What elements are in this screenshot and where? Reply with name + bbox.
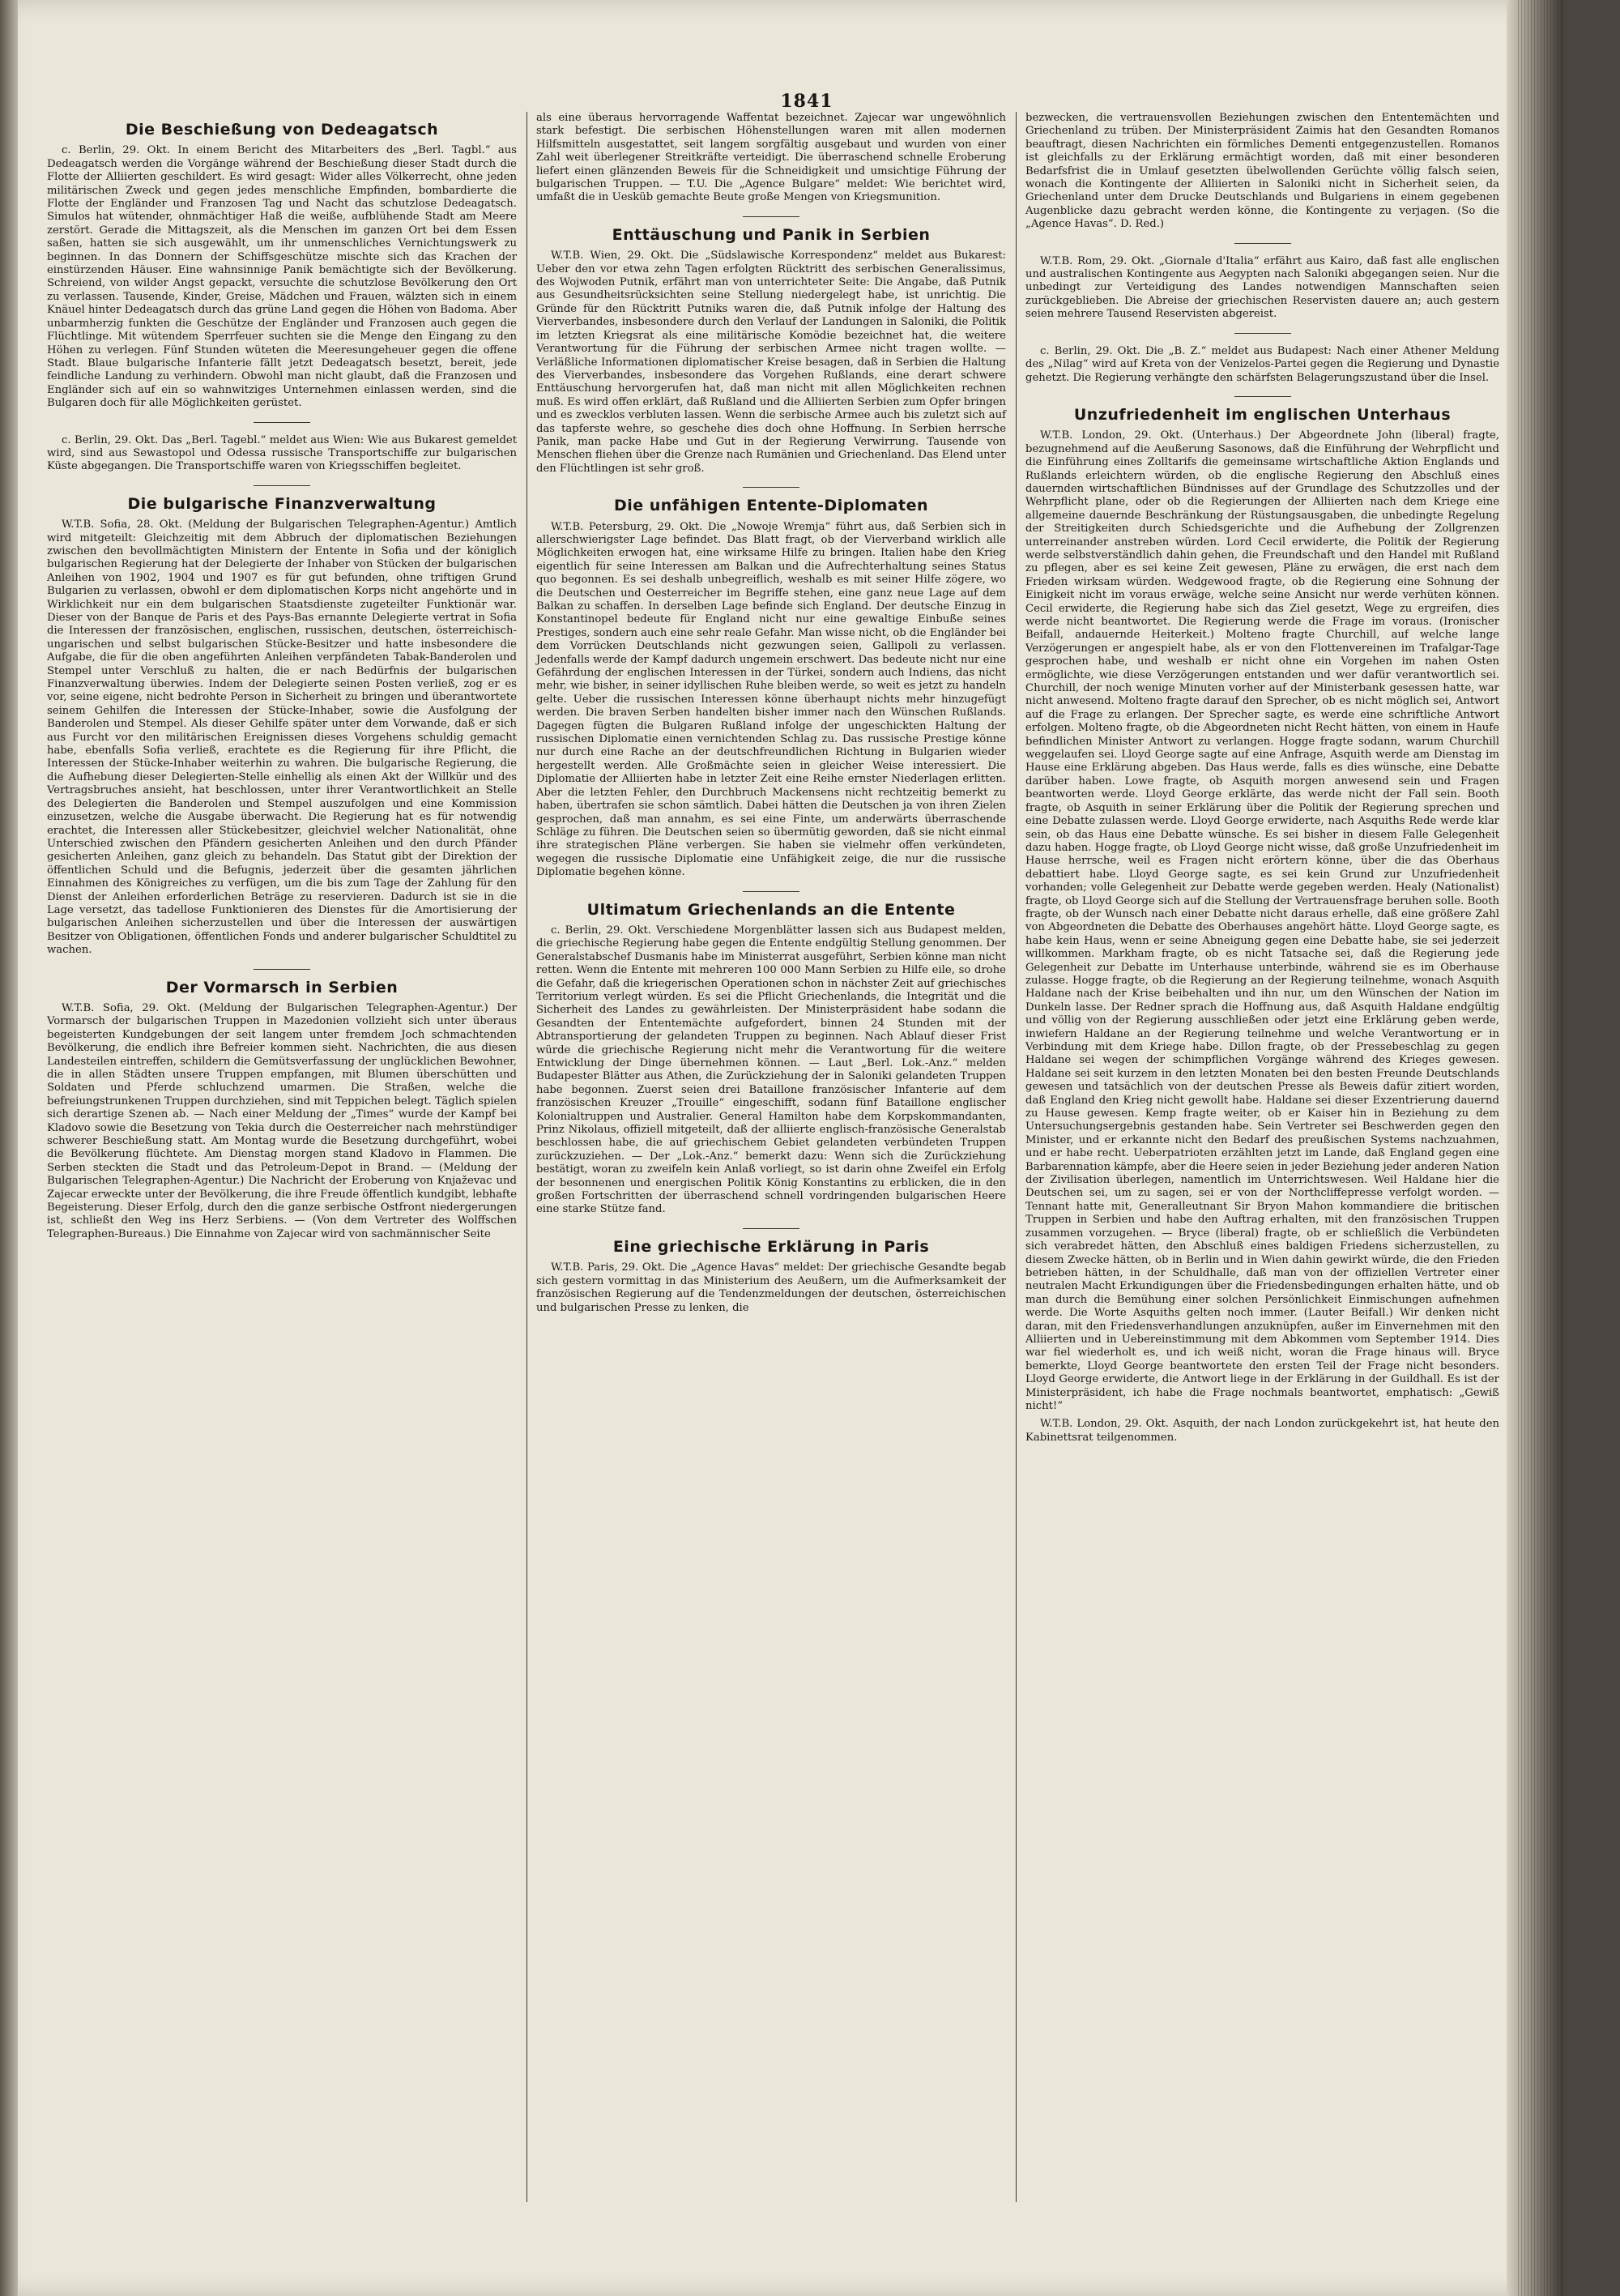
article-title-dedeagatsch: Die Beschießung von Dedeagatsch	[125, 121, 439, 139]
facing-page-edge	[0, 0, 18, 2296]
article-paragraph: c. Berlin, 29. Okt. Verschiedene Morgenblätter lassen sich aus Budapest melden, die griechische Regierung habe gegen die Entente endgültig Stellung genommen. Der Generalstabschef Dusmanis habe im Ministerrat ausgeführt, Serbien könne man nicht retten. Wenn die Entente mit mehreren 100 000 Mann Serbien zu Hilfe eile, so drohe die Gefahr, daß die kriegerischen Operationen schon in nächster Zeit auf griechisches Territorium verlegt würden. Es sei die Pflicht Griechenlands, die Integrität und die Sicherheit des Landes zu gewährleisten. Der Ministerpräsident habe sodann die Gesandten der Ententemächte aufgefordert, binnen 24 Stunden mit der Abtransportierung der gelandeten Truppen zu beginnen. Nach Ablauf dieser Frist würde die griechische Regierung nicht mehr die Verantwortung für die weitere Entwicklung der Dinge übernehmen können. — Laut „Berl. Lok.-Anz.“ melden Budapester Blätter aus Athen, die Zurückziehung der in Saloniki gelandeten Truppen habe begonnen. Zuerst seien drei Bataillone französischer Infanterie auf dem französischen Kreuzer „Trouille“ eingeschifft, sodann fünf Bataillone englischer Kolonialtruppen und Australier. General Hamilton habe dem Korpskommandanten, Prinz Nikolaus, offiziell mitgeteilt, daß der alliierte englisch-französische Generalstab beschlossen habe, die auf griechischem Gebiet gelandeten verbündeten Truppen zurückzuziehen. — Der „Lok.-Anz.“ bemerkt dazu: Wenn sich die Zurückziehung bestätigt, woran zu zweifeln kein Anlaß vorliegt, so ist darin ohne Zweifel ein Erfolg der besonnenen und energischen Politik König Konstantins zu erblicken, die in den großen Fortschritten der überraschend schnell vordringenden bulgarischen Heere eine starke Stütze fand.	[536, 924, 1006, 1216]
article-paragraph: W.T.B. Sofia, 29. Okt. (Meldung der Bulgarischen Telegraphen-Agentur.) Der Vormarsch der bulgarischen Truppen in Mazedonien vollzieht sich unter überaus begeisterten Kundgebungen der seit langem unter fremdem Joch schmachtenden Bevölkerung, die endlich ihre Befreier kommen sieht. Nachrichten, die aus diesen Landesteilen eintreffen, schildern die Gemütsverfassung der unglücklichen Bewohner, die in allen Städten unsere Truppen empfangen, mit Blumen überschütten und Soldaten und Pferde schluchzend umarmen. Die Straßen, welche die befreiungstrunkenen Truppen durchziehen, sind mit Teppichen belegt. Täglich spielen sich derartige Szenen ab. — Nach einer Meldung der „Times“ wurde der Kampf bei Kladovo sowie die Besetzung von Tekia durch die Oesterreicher nach mehrstündiger schwerer Beschießung statt. Am Montag wurde die Besetzung durchgeführt, wobei die Bevölkerung flüchtete. Am Dienstag morgen stand Kladovo in Flammen. Die Serben steckten die Stadt und das Petroleum-Depot in Brand. — (Meldung der Bulgarischen Telegraphen-Agentur.) Die Nachricht der Eroberung von Knjaževac und Zajecar erweckte unter der Bevölkerung, die ihre Freude öffentlich kundgibt, lebhafte Begeisterung. Dieser Erfolg, durch den die ganze serbische Ostfront niedergerungen ist, schließt den Weg ins Herz Serbiens. — (Von dem Vertreter des Wolffschen Telegraphen-Bureaus.) Die Einnahme von Zajecar wird von sachmännischer Seite	[47, 1001, 517, 1240]
article-paragraph-continued: bezwecken, die vertrauensvollen Beziehungen zwischen den Ententemächten und Griechenland zu trüben. Der Ministerpräsident Zaimis hat den Gesandten Romanos beauftragt, diesen Nachrichten ein förmliches Dementi entgegenzustellen. Romanos ist gleichfalls zu der Erklärung ermächtigt worden, daß mit einer besonderen Bedarfsfrist die in Umlauf gesetzten übelwollenden Gerüchte völlig falsch seien, wonach die Kontingente der Alliierten in Saloniki nicht in Sicherheit seien, da Griechenland unter dem Drucke Deutschlands und Bulgariens in einem gegebenen Augenblicke dazu gebracht werden könne, die Kontingente zu verjagen. (So die „Agence Havas“. D. Red.)	[1025, 112, 1499, 231]
article-paragraph: W.T.B. London, 29. Okt. Asquith, der nach London zurückgekehrt ist, hat heute den Kabinettsrat teilgenommen.	[1025, 1418, 1499, 1444]
article-paragraph: W.T.B. Paris, 29. Okt. Die „Agence Havas“ meldet: Der griechische Gesandte begab sich gestern vormittag in das Ministerium des Aeußern, um die Aufmerksamkeit der französischen Regierung auf die Tendenzmeldungen der deutschen, österreichischen und bulgarischen Presse zu lenken, die	[536, 1261, 1006, 1314]
article-paragraph: c. Berlin, 29. Okt. In einem Bericht des Mitarbeiters des „Berl. Tagbl.“ aus Dedeagatsch werden die Vorgänge während der Beschießung dieser Stadt durch die Flotte der Alliierten geschildert. Es wird gesagt: Wider alles Völkerrecht, ohne jeden militärischen Zweck und gegen jedes menschliche Empfinden, bombardierte die Flotte der Engländer und Franzosen Tag und Nacht das schutzlose Dedeagatsch. Simulos hat wütender, ohnmächtiger Haß die weiße, aufblühende Stadt am Meere zerstört. Gerade die Mittagszeit, als die Menschen im ganzen Ort bei dem Essen saßen, hatten sie sich ausgewählt, um ihr unmenschliches Vernichtungswerk zu beginnen. In das Donnern der Schiffsgeschütze mischte sich das Krachen der einstürzenden Häuser. Eine wahnsinnige Panik bemächtigte sich der Bevölkerung. Schreiend, von wilder Angst gepackt, versuchte die schutzlose Bevölkerung den Ort zu verlassen. Tausende, Kinder, Greise, Mädchen und Frauen, wälzten sich in einem Knäuel hinter Dedeagatsch durch das grüne Land gegen die Höhen von Badoma. Aber unbarmherzig funkten die Geschütze der Engländer und Franzosen auch gegen die Flüchtlinge. Mit wütendem Sperrfeuer suchten sie die Menge den Eingang zu den Höhen zu verlegen. Fünf Stunden wüteten die Meeresungeheuer gegen die offene Stadt. Blaue bulgarische Infanterie fällt jetzt Dedeagatsch besetzt, bereit, jede feindliche Landung zu verhindern. Obwohl man nicht glaubt, daß die Franzosen und Engländer sich auf ein so wahnwitziges Unternehmen einlassen werden, sind die Bulgaren doch für alle Möglichkeiten gerüstet.	[47, 144, 517, 410]
article-title-vormarsch: Der Vormarsch in Serbien	[165, 978, 399, 996]
separator	[254, 969, 310, 970]
separator	[1234, 333, 1291, 334]
article-title-diplomaten: Die unfähigen Entente-Diplomaten	[613, 497, 928, 515]
column-rule-1	[526, 112, 527, 2202]
article-paragraph: W.T.B. Wien, 29. Okt. Die „Südslawische Korrespondenz“ meldet aus Bukarest: Ueber den vor etwa zehn Tagen erfolgten Rücktritt des serbischen Generalissimus, des Wojwoden Putnik, erfährt man von unterrichteter Seite: Die Angabe, daß Putnik aus Gesundheitsrücksichten seine Stellung niedergelegt habe, ist unrichtig. Die Gründe für den Rücktritt Putniks waren die, daß Putnik infolge der Haltung des Vierverbandes, insbesondere durch den Verlauf der Landungen in Saloniki, die Politik im letzten Kriegsrat als eine militärische Komödie bezeichnet hat, die weitere Verantwortung für die Führung der serbischen Armee nicht tragen wollte. — Verläßliche Informationen diplomatischer Kreise besagen, daß in Serbien die Haltung des Vierverbandes, insbesondere das Vorgehen Rußlands, eine derart schwere Enttäuschung hervorgerufen hat, daß man nicht mit allen Möglichkeiten rechnen muß. Es wird offen erklärt, daß Rußland und die Alliierten Serbien zum Opfer bringen und es zwecklos verbluten lassen. Wenn die serbische Armee auch bis zuletzt sich auf das tapferste wehre, so geschehe dies doch ohne Hoffnung. In Serbien herrsche Panik, man packe Habe und Gut in der Regierung Verwirrung. Tausende von Menschen fliehen über die Grenze nach Rumänien und Griechenland. Das Elend unter den Flüchtlingen ist sehr groß.	[536, 250, 1006, 475]
article-paragraph: c. Berlin, 29. Okt. Das „Berl. Tagebl.“ meldet aus Wien: Wie aus Bukarest gemeldet wird, sind aus Sewastopol und Odessa russische Transportschiffe zur bulgarischen Küste abgegangen. Die Transportschiffe waren von Kriegsschiffen begleitet.	[47, 433, 517, 473]
article-paragraph: W.T.B. London, 29. Okt. (Unterhaus.) Der Abgeordnete John (liberal) fragte, bezugnehmend auf die Aeußerung Sasonows, daß die Einführung der Wehrpflicht und die Einführung eines Zolltarifs die gemeinsame wirtschaftliche Aktion Englands und Rußlands erleichtern würden, ob die englische Regierung den Abschluß eines dauernden wirtschaftlichen Bündnisses auf der Grundlage des Schutzzolles und der Wehrpflicht plane, oder ob die Regierungen der Alliierten nach dem Kriege eine allgemeine dauernde Beschränkung der Rüstungsausgaben, die unbedingte Regelung der Streitigkeiten durch Schiedsgerichte und die Aufhebung der Zollgrenzen unterreinander anstreben würden. Lord Cecil erwiderte, die Politik der Regierung werde selbstverständlich dahin gehen, die Freundschaft und den Handel mit Rußland zu pflegen, aber es sei keine Zeit gewesen, Pläne zu erwägen, die erst nach dem Frieden wirksam würden. Wedgewood fragte, ob die Regierung eine Sohnung der Einigkeit nicht im voraus erwäge, welche seine Ansicht nur werde verhüten können. Cecil erwiderte, die Regierung habe sich das Ziel gesetzt, Wege zu ergreifen, dies werde nicht beantwortet. Die Regierung werde die Frage im voraus. (Ironischer Beifall, andauernde Heiterkeit.) Molteno fragte Churchill, auf welche lange Verzögerungen er angespielt habe, als er von den Flottenvereinen im Trafalgar-Tage gesprochen habe, und weshalb er nicht ohne ein Vorgehen im nahen Osten ermöglichte, wie diese Verzögerungen entstanden und wer dafür verantwortlich sei. Churchill, der noch wenige Minuten vorher auf der Ministerbank gesessen hatte, war nicht anwesend. Molteno fragte darauf den Sprecher, ob es nicht möglich sei, Antwort auf die Frage zu erlangen. Der Sprecher sagte, es werde eine schriftliche Antwort erfolgen. Molteno fragte, ob die Abgeordneten nicht Recht hätten, von einem in Haufe befindlichen Minister Antwort zu verlangen. Hogge fragte sodann, warum Churchill weggelaufen sei. Lloyd George sagte auf eine Anfrage, Asquith werde am Dienstag im Hause eine Erklärung abgeben. Das Haus werde, falls es dies wünsche, eine Debatte darüber haben. Lowe fragte, ob Asquith morgen anwesend sein und Fragen beantworten werde. Lloyd George erklärte, das werde nicht der Fall sein. Booth fragte, ob Asquith in seiner Erklärung über die Politik der Regierung sprechen und eine Debatte zulassen werde. Lloyd George erwiderte, nach Asquiths Rede werde klar sein, ob das Haus eine Debatte wünsche. Es sei bisher in diesem Falle Gelegenheit dazu haben. Hogge fragte, ob Lloyd George nicht wisse, daß große Unzufriedenheit im Hause herrsche, weil es Fragen nicht erörtern könne, über die das Oberhaus debattiert habe. Lloyd George sagte, es sei kein Grund zur Unzufriedenheit vorhanden; volle Gelegenheit zur Debatte werde gegeben werden. Healy (Nationalist) fragte, ob Lloyd George sich auf die Stellung der Vertrauensfrage beruhen solle. Booth fragte, ob der Wunsch nach einer Debatte nicht daraus erhelle, daß eine größere Zahl von Abgeordneten die Debatte des Oberhauses angehört hätte. Lloyd George sagte, es habe kein Haus, wenn er seine Abneigung gegen eine Debatte habe, sie sei jederzeit willkommen. Markham fragte, ob es nicht Tatsache sei, daß die Regierung jede Gelegenheit zur Debatte im Unterhause unterbinde, während sie es im Oberhause zulasse. Hogge fragte, ob die Regierung an der Regierung teilnehme, wonach Asquith Haldane nach der Krise beibehalten und ihn nur, um den Wünschen der Nation im Dunkeln lasse. Der Redner sprach die Hoffnung aus, daß Asquith Haldane endgültig und völlig von der Regierung ausschließen oder jetzt eine Erklärung geben werde, inwiefern Haldane an der Regierung teilnehme und welche Verantwortung er in Verbindung mit dem Kriege habe. Dillon fragte, ob der Pressebeschlag zu gegen Haldane sei wegen der schimpflichen Vorgänge während des Krieges gewesen. Haldane sei seit kurzem in den letzten Monaten bei den besten Freunde Deutschlands gewesen und tatsächlich von der deutschen Presse als Beweis dafür zitiert worden, daß England den Krieg nicht gewollt habe. Haldane sei dieser Exzentrierung dauernd zu Hause gewesen. Kemp fragte weiter, ob er Kaiser hin in Beziehung zu dem Untersuchungsergebnis gestanden habe. Sein Vertreter sei Beschwerden gegen den Minister, und er erkannte nicht den Bedarf des preußischen Systems nachzuahmen, und er habe recht. Ueberpatrioten erzählten jetzt im Lande, daß England gegen eine Barbarennation kämpfe, aber die Heere seien in jeder Beziehung jeder anderen Nation der Zivilisation überlegen, namentlich im Unterrichtswesen. Weil Haldane hier die Deutschen sei, um zu sagen, sei er von der Northcliffepresse verfolgt worden. — Tennant hatte mit, Generalleutnant Sir Bryon Mahon kommandiere die britischen Truppen in Serbien und habe den Auftrag erhalten, mit den französischen Truppen zusammen vorzugehen. — Bryce (liberal) fragte, ob er schließlich die Verbündeten sich verabredet hätten, den Abschluß eines baldigen Friedens sicherzustellen, zu diesem Zwecke hätten, ob in Berlin und in Wien dahin gewirkt würde, die den Frieden betrieben hätten, in der Schuldhalle, daß man von der offiziellen Vertreter einer neutralen Macht Erkundigungen über die Friedensbedingungen erhalten hätte, und ob man durch die Bemühung einer solchen Persönlichkeit Einmischungen aufnehmen werde. Die Worte Asquiths gelten noch immer. (Lauter Beifall.) Wir denken nicht daran, mit den Friedensverhandlungen anzuknüpfen, außer im Einvernehmen mit den Alliierten und in Uebereinstimmung mit dem Abkommen vom September 1914. Dies war fiel wiederholt es, und ich weiß nicht, woran die Frage hinaus will. Bryce bemerkte, Lloyd George beantwortete den ersten Teil der Frage nicht besonders. Lloyd George erwiderte, die Antwort liege in der Erklärung in der Guildhall. Es ist der Ministerpräsident, ich habe die Frage nochmals beantwortet, emphatisch: „Gewiß nicht!“	[1025, 429, 1499, 1412]
separator	[743, 891, 799, 892]
separator	[743, 487, 799, 488]
article-title-unterhaus: Unzufriedenheit im englischen Unterhaus	[1073, 405, 1452, 424]
separator	[254, 422, 310, 423]
separator	[743, 216, 799, 217]
column-rule-2	[1016, 112, 1017, 2202]
page-number: 1841	[780, 91, 833, 112]
article-paragraph: W.T.B. Rom, 29. Okt. „Giornale d'Italia“ erfährt aus Kairo, daß fast alle englischen und australischen Kontingente aus Aegypten nach Saloniki abgegangen seien. Nur die unbedingt zur Verteidigung des Landes notwendigen Mannschaften seien zurückgeblieben. Die Abreise der griechischen Reservisten dauere an; auch gestern seien mehrere Tausend Reservisten abgereist.	[1025, 254, 1499, 321]
book-fore-edge	[1507, 0, 1563, 2296]
separator	[1234, 396, 1291, 397]
article-title-enttaeuschung: Enttäuschung und Panik in Serbien	[612, 225, 931, 244]
column-3	[1025, 112, 1499, 1449]
separator	[743, 1228, 799, 1229]
article-paragraph: W.T.B. Sofia, 28. Okt. (Meldung der Bulgarischen Telegraphen-Agentur.) Amtlich wird mitgeteilt: Gleichzeitig mit dem Abbruch der diplomatischen Beziehungen zwischen den bevollmächtigten Ministern der Entente in Sofia und der königlich bulgarischen Regierung hat der Delegierte der Inhaber von Stücken der bulgarischen Anleihen von 1902, 1904 und 1907 es für gut befunden, ohne triftigen Grund Bulgarien zu verlassen, obwohl er dem diplomatischen Korps nicht angehörte und in Wirklichkeit nur ein dem bulgarischen Staatsdienste zugeteilter Funktionär war. Dieser von der Banque de Paris et des Pays-Bas ernannte Delegierte vertrat in Sofia die Interessen der französischen, englischen, russischen, deutschen, österreichisch-ungarischen und selbst bulgarischen Stücke-Besitzer und hatte insbesondere die Aufgabe, die für die oben angeführten Anleihen verpfändeten Tabak-Banderolen und Stempel unter Verschluß zu halten, die er nach Bedürfnis der bulgarischen Finanzverwaltung überwies. Indem der Delegierte seinen Posten verließ, zog er es vor, seine eigene, nicht bedrohte Person in Sicherheit zu bringen und überantwortete seinem Gehilfen die Interessen der Stücke-Inhaber, sowie die Ausfolgung der Banderolen und Stempel. Als dieser Gehilfe später unter dem Vorwande, daß er sich aus Furcht vor den militärischen Ereignissen dieses Vorgehens schuldig gemacht habe, ebenfalls Sofia verließ, erachtete es die Regierung für ihre Pflicht, die Interessen der Stücke-Inhaber weiterhin zu wahren. Die bulgarische Regierung, die die Aufhebung dieser Delegierten-Stelle einhellig als einen Akt der Willkür und des Vertragsbruches ansieht, hat beschlossen, unter ihrer Verantwortlichkeit an Stelle des Delegierten die Banderolen und Stempel auszufolgen und eine Kommission einzusetzen, welche die Ausgabe überwacht. Die Regierung hat es für notwendig erachtet, die Interessen aller Stückebesitzer, gleichviel welcher Nationalität, ohne Unterschied zwischen den Pfändern gesicherten Anleihen und den durch Pfänder gesicherten Anleihen, ganz gleich zu behandeln. Das Statut gibt der Direktion der öffentlichen Schuld und die Befugnis, jederzeit über die gesamten jährlichen Einnahmen des Königreiches zu verfügen, um die bis zum Tage der Zahlung für den Dienst der Anleihen erforderlichen Beträge zu reservieren. Dadurch ist sie in die Lage versetzt, das tadellose Funktionieren des Dienstes für die Amortisierung der bulgarischen Anleihen sicherzustellen und über die Interessen der auswärtigen Besitzer von Obligationen, öffentlichen Fonds und anderer bulgarischer Schuldtitel zu wachen.	[47, 519, 517, 957]
column-2	[536, 112, 1006, 1320]
article-paragraph: c. Berlin, 29. Okt. Die „B. Z.“ meldet aus Budapest: Nach einer Athener Meldung des „Nilag“ wird auf Kreta von der Venizelos-Partei gegen die Regierung und Dynastie gehetzt. Die Regierung verhängte den schärfsten Belagerungszustand über die Insel.	[1025, 344, 1499, 384]
article-paragraph: W.T.B. Petersburg, 29. Okt. Die „Nowoje Wremja“ führt aus, daß Serbien sich in allerschwierigster Lage befindet. Das Blatt fragt, ob der Vierverband wirklich alle Möglichkeiten erwogen hat, eine wirksame Hilfe zu bringen. Italien habe den Krieg eigentlich für seine Interessen am Balkan und die Aufrechterhaltung seines Status quo begonnen. Es sei deshalb unbegreiflich, weshalb es mit seiner Hilfe zögere, wo die Deutschen und Oesterreicher im Begriffe stehen, eine ganz neue Lage auf dem Balkan zu schaffen. In derselben Lage befinde sich England. Der deutsche Einzug in Konstantinopel bedeute für England nicht nur eine gewaltige Einbuße seines Prestiges, sondern auch eine sehr reale Gefahr. Man wisse nicht, ob die Engländer bei dem Vorrücken Deutschlands nicht gezwungen seien, Gallipoli zu verlassen. Jedenfalls werde der Kampf dadurch ungemein erschwert. Das bedeute nicht nur eine Gefährdung der englischen Interessen in der Türkei, sondern auch Indiens, das nicht mehr, wie bisher, in seiner idyllischen Ruhe bleiben werde, so weit es jetzt zu handeln gelte. Ueber die russischen Interessen könne überhaupt nichts mehr hinzugefügt werden. Die braven Serben handelten bisher immer nach den Wünschen Rußlands. Dagegen fügten die Bulgaren Rußland infolge der ungeschickten Haltung der russischen Diplomatie einen vernichtenden Schlag zu. Das russische Prestige könne nur durch eine Rache an der deutschfreundlichen Richtung in Bulgarien wieder hergestellt werden. Alle Großmächte seien in gleicher Weise interessiert. Die Diplomatie der Alliierten habe in letzter Zeit eine Reihe ernster Niederlagen erlitten. Aber die letzten Fehler, den Durchbruch Mackensens nicht rechtzeitig bemerkt zu haben, übertrafen sie schon sämtlich. Dabei hätten die Deutschen ja von ihren Zielen gesprochen, daß man annahm, es sei eine Finte, um anderwärts überraschende Schläge zu führen. Die Deutschen seien so übermütig geworden, daß sie nicht einmal ihre strategischen Pläne verbergen. Sie haben sie vielmehr offen verkündeten, wegegen die russische Diplomatie eine Unfähigkeit zeige, die nur die russische Diplomatie begehen könne.	[536, 520, 1006, 879]
separator	[254, 485, 310, 486]
separator	[1234, 243, 1291, 244]
article-paragraph-continued: als eine überaus hervorragende Waffentat bezeichnet. Zajecar war ungewöhnlich stark befestigt. Die serbischen Höhenstellungen waren mit allen modernen Hilfsmitteln ausgestattet, seit langem sorgfältig ausgebaut und wurden von einer Zahl weit überlegener Streitkräfte verteidigt. Die überraschend schnelle Eroberung liefert einen glänzenden Beweis für die Schneidigkeit und umsichtige Führung der bulgarischen Truppen. — T.U. Die „Agence Bulgare“ meldet: Wie berichtet wird, umfaßt die in Uesküb gemachte Beute große Mengen von Kriegsmunition.	[536, 112, 1006, 204]
article-title-ultimatum: Ultimatum Griechenlands an die Entente	[586, 900, 956, 919]
article-title-paris: Eine griechische Erklärung in Paris	[612, 1237, 930, 1256]
column-1	[47, 112, 517, 1246]
article-title-finanzverwaltung: Die bulgarische Finanzverwaltung	[127, 494, 437, 513]
